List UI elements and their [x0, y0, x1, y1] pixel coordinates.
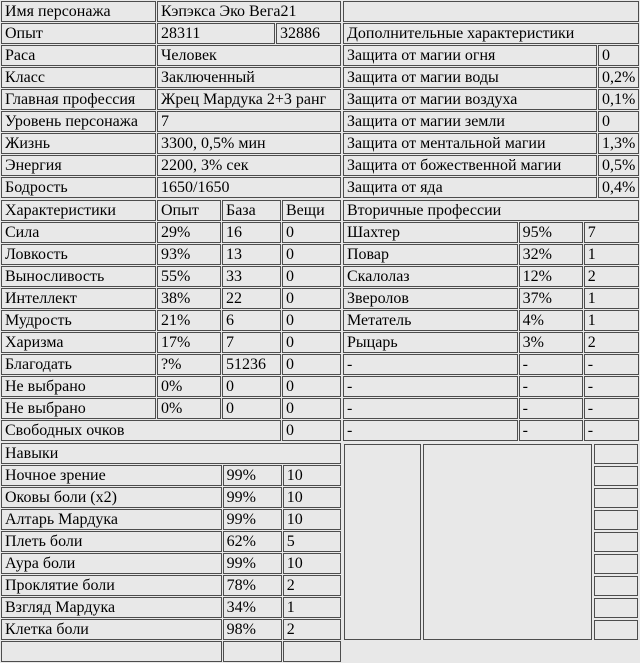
stat-items: 0 — [282, 398, 341, 419]
skill-row — [1, 575, 341, 596]
profession-percent: 32% — [519, 244, 583, 265]
defense-value: 1,3% — [598, 133, 639, 154]
experience-label: Опыт — [1, 23, 156, 44]
stats-header-title: Характеристики — [1, 200, 156, 221]
skill-row — [1, 597, 341, 618]
experience-next: 32886 — [276, 23, 341, 44]
level-value: 7 — [157, 111, 341, 132]
profession-level: - — [584, 376, 639, 397]
defense-row — [343, 67, 639, 88]
empty-slot-cell — [594, 532, 638, 552]
stat-row — [1, 310, 341, 331]
table-row — [1, 89, 341, 110]
skill-level: 10 — [283, 487, 341, 508]
stat-items: 0 — [282, 222, 341, 243]
empty-slot-cell — [594, 510, 638, 530]
professions-table — [342, 199, 640, 442]
defense-value: 0,5% — [598, 155, 639, 176]
stat-row — [1, 354, 341, 375]
empty-slot-cell — [594, 444, 638, 464]
profession-percent: 37% — [519, 288, 583, 309]
stat-row — [1, 266, 341, 287]
skill-percent: 78% — [223, 575, 282, 596]
skill-label: Ночное зрение — [1, 465, 222, 486]
stat-base: 33 — [222, 266, 281, 287]
profession-label: - — [343, 376, 518, 397]
table-row — [344, 444, 638, 464]
professions-title: Вторичные профессии — [343, 200, 639, 221]
profession-percent: - — [519, 354, 583, 375]
bottom-panel-table — [342, 442, 640, 642]
defense-label: Защита от магии воздуха — [343, 89, 597, 110]
defense-label: Защита от магии земли — [343, 111, 597, 132]
stat-exp: 38% — [157, 288, 221, 309]
skill-percent: 34% — [223, 597, 282, 618]
main-profession-label: Главная профессия — [1, 89, 156, 110]
profession-row — [343, 266, 639, 287]
table-row — [343, 1, 639, 22]
defense-label: Защита от божественной магии — [343, 155, 597, 176]
stat-exp: 21% — [157, 310, 221, 331]
profession-percent: - — [519, 420, 583, 441]
skill-label — [1, 641, 222, 662]
skill-row-partial — [1, 641, 341, 662]
skill-label: Клетка боли — [1, 619, 222, 640]
defense-value: 0,2% — [598, 67, 639, 88]
stat-items: 0 — [282, 332, 341, 353]
skill-row — [1, 487, 341, 508]
empty-slot-cell — [594, 488, 638, 508]
defense-label: Защита от магии огня — [343, 45, 597, 66]
skill-level: 10 — [283, 553, 341, 574]
profession-row-empty — [343, 420, 639, 441]
stat-base: 16 — [222, 222, 281, 243]
stat-exp: 29% — [157, 222, 221, 243]
defense-row — [343, 177, 639, 198]
skill-row — [1, 553, 341, 574]
table-row — [1, 420, 341, 441]
profession-row-empty — [343, 376, 639, 397]
free-points-label: Свободных очков — [1, 420, 281, 441]
character-name-label: Имя персонажа — [1, 1, 156, 22]
stats-header-exp: Опыт — [157, 200, 221, 221]
stat-items: 0 — [282, 266, 341, 287]
energy-label: Энергия — [1, 155, 156, 176]
stat-row — [1, 332, 341, 353]
defense-row — [343, 133, 639, 154]
table-row — [1, 200, 341, 221]
skill-level: 2 — [283, 575, 341, 596]
stat-items: 0 — [282, 376, 341, 397]
profession-label: Метатель — [343, 310, 518, 331]
vigor-value: 1650/1650 — [157, 177, 341, 198]
skill-percent — [223, 641, 282, 662]
profession-row — [343, 244, 639, 265]
profession-percent: 95% — [519, 222, 583, 243]
skill-level: 10 — [283, 509, 341, 530]
defense-row — [343, 45, 639, 66]
stat-base: 51236 — [222, 354, 281, 375]
skill-percent: 99% — [223, 509, 282, 530]
additional-characteristics-table — [342, 0, 640, 199]
empty-slot-cell — [594, 620, 638, 640]
empty-slot-cell — [594, 576, 638, 596]
skill-level: 2 — [283, 619, 341, 640]
skill-row — [1, 531, 341, 552]
empty-slot-cell — [594, 554, 638, 574]
skill-level — [283, 641, 341, 662]
stat-items: 0 — [282, 244, 341, 265]
empty-cell — [343, 1, 639, 22]
profession-label: Рыцарь — [343, 332, 518, 353]
vigor-label: Бодрость — [1, 177, 156, 198]
stat-base: 13 — [222, 244, 281, 265]
profession-row-empty — [343, 354, 639, 375]
table-row — [1, 45, 341, 66]
profession-row — [343, 288, 639, 309]
stat-exp: 17% — [157, 332, 221, 353]
energy-value: 2200, 3% сек — [157, 155, 341, 176]
stat-base: 6 — [222, 310, 281, 331]
main-profession-value: Жрец Мардука 2+3 ранг — [157, 89, 341, 110]
stat-items: 0 — [282, 354, 341, 375]
stat-label: Харизма — [1, 332, 156, 353]
stat-exp: ?% — [157, 354, 221, 375]
table-row — [1, 111, 341, 132]
table-row — [343, 200, 639, 221]
life-value: 3300, 0,5% мин — [157, 133, 341, 154]
stat-label: Сила — [1, 222, 156, 243]
defense-value: 0 — [598, 45, 639, 66]
profession-row — [343, 222, 639, 243]
defense-value: 0,1% — [598, 89, 639, 110]
skill-percent: 62% — [223, 531, 282, 552]
stat-label: Ловкость — [1, 244, 156, 265]
race-label: Раса — [1, 45, 156, 66]
life-label: Жизнь — [1, 133, 156, 154]
character-name-value: Кэпэкса Эко Вега21 — [157, 1, 341, 22]
profession-percent: - — [519, 376, 583, 397]
profession-label: Зверолов — [343, 288, 518, 309]
profession-level: 1 — [584, 244, 639, 265]
stats-header-base: База — [222, 200, 281, 221]
empty-slot-cell — [594, 598, 638, 618]
profession-level: 2 — [584, 266, 639, 287]
skill-label: Проклятие боли — [1, 575, 222, 596]
race-value: Человек — [157, 45, 341, 66]
profession-percent: 3% — [519, 332, 583, 353]
stat-row — [1, 376, 341, 397]
stat-base: 0 — [222, 376, 281, 397]
defense-value: 0 — [598, 111, 639, 132]
skill-row — [1, 509, 341, 530]
stat-label: Не выбрано — [1, 398, 156, 419]
stat-row — [1, 398, 341, 419]
stat-label: Мудрость — [1, 310, 156, 331]
profession-row-empty — [343, 398, 639, 419]
stat-items: 0 — [282, 310, 341, 331]
defense-row — [343, 89, 639, 110]
profession-level: - — [584, 354, 639, 375]
stat-exp: 0% — [157, 376, 221, 397]
stat-label: Интеллект — [1, 288, 156, 309]
skill-label: Алтарь Мардука — [1, 509, 222, 530]
additional-title: Дополнительные характеристики — [343, 23, 639, 44]
defense-label: Защита от яда — [343, 177, 597, 198]
profession-percent: 4% — [519, 310, 583, 331]
stat-exp: 93% — [157, 244, 221, 265]
class-value: Заключенный — [157, 67, 341, 88]
profession-label: - — [343, 420, 518, 441]
stat-base: 22 — [222, 288, 281, 309]
table-row — [1, 1, 341, 22]
stat-base: 0 — [222, 398, 281, 419]
profession-row — [343, 332, 639, 353]
skill-label: Взгляд Мардука — [1, 597, 222, 618]
stat-exp: 55% — [157, 266, 221, 287]
stat-label: Не выбрано — [1, 376, 156, 397]
character-info-table — [0, 0, 342, 199]
profession-label: Скалолаз — [343, 266, 518, 287]
class-label: Класс — [1, 67, 156, 88]
profession-label: - — [343, 398, 518, 419]
profession-level: - — [584, 420, 639, 441]
table-row — [1, 133, 341, 154]
skills-table — [0, 442, 342, 663]
table-row — [1, 177, 341, 198]
skill-level: 5 — [283, 531, 341, 552]
skill-percent: 99% — [223, 465, 282, 486]
empty-slot-cell — [594, 466, 638, 486]
defense-label: Защита от ментальной магии — [343, 133, 597, 154]
skill-row — [1, 465, 341, 486]
defense-row — [343, 111, 639, 132]
profession-level: - — [584, 398, 639, 419]
profession-row — [343, 310, 639, 331]
stat-label: Выносливость — [1, 266, 156, 287]
experience-current: 28311 — [157, 23, 275, 44]
skill-label: Оковы боли (x2) — [1, 487, 222, 508]
level-label: Уровень персонажа — [1, 111, 156, 132]
free-points-value: 0 — [282, 420, 341, 441]
stat-label: Благодать — [1, 354, 156, 375]
skill-percent: 98% — [223, 619, 282, 640]
profession-level: 1 — [584, 288, 639, 309]
profession-label: Шахтер — [343, 222, 518, 243]
table-row — [1, 155, 341, 176]
stat-row — [1, 288, 341, 309]
stat-row — [1, 222, 341, 243]
stat-items: 0 — [282, 288, 341, 309]
stat-exp: 0% — [157, 398, 221, 419]
empty-panel-cell — [344, 444, 421, 640]
defense-label: Защита от магии воды — [343, 67, 597, 88]
table-row — [1, 67, 341, 88]
table-row — [1, 443, 341, 464]
skill-level: 1 — [283, 597, 341, 618]
table-row — [343, 23, 639, 44]
stat-row — [1, 244, 341, 265]
profession-level: 2 — [584, 332, 639, 353]
skill-level: 10 — [283, 465, 341, 486]
skill-percent: 99% — [223, 553, 282, 574]
profession-label: Повар — [343, 244, 518, 265]
profession-level: 1 — [584, 310, 639, 331]
profession-percent: 12% — [519, 266, 583, 287]
empty-panel-cell — [423, 444, 592, 640]
right-column — [342, 0, 640, 642]
table-row — [1, 23, 341, 44]
skill-row — [1, 619, 341, 640]
stats-header-items: Вещи — [282, 200, 341, 221]
profession-level: 7 — [584, 222, 639, 243]
stats-table — [0, 199, 342, 442]
skills-title: Навыки — [1, 443, 341, 464]
skill-label: Аура боли — [1, 553, 222, 574]
skill-label: Плеть боли — [1, 531, 222, 552]
defense-row — [343, 155, 639, 176]
profession-percent: - — [519, 398, 583, 419]
profession-label: - — [343, 354, 518, 375]
defense-value: 0,4% — [598, 177, 639, 198]
skill-percent: 99% — [223, 487, 282, 508]
stat-base: 7 — [222, 332, 281, 353]
